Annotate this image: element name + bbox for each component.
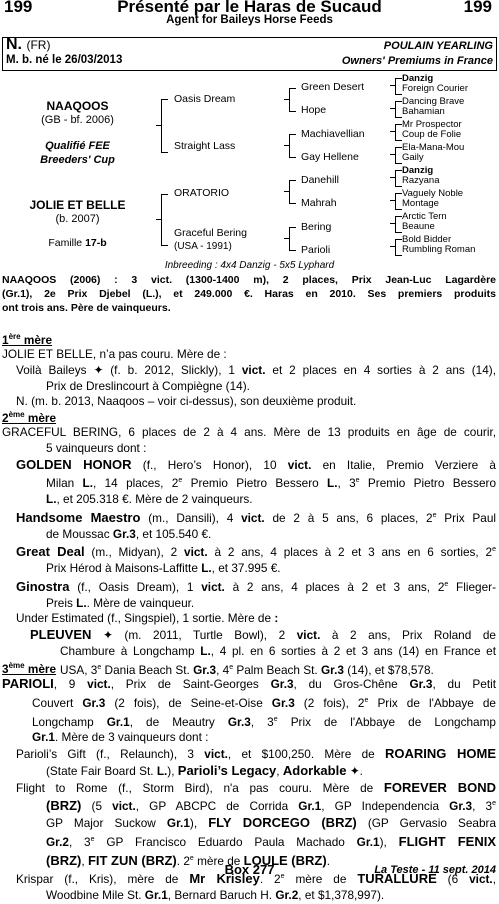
horse-name-line [6,36,50,54]
ggg-1: Danzig [402,73,434,84]
famille-value: 17-b [85,237,107,249]
third-dam-text: PARIOLI, 9 vict., Prix de Saint-Georges Gr.3, du Gros-Chêne Gr.3, du Petit Couvert Gr.3 (2 fois), de Seine-et-Oise Gr.3 (2 fois), 2e Prix de l'Abbaye de Longchamp Gr.1, de Meautry Gr.3, 3e Prix de l'Abbaye de Longchamp Gr.1. Mère de 3 vainqueurs dont : Parioli’s Gift (f., Relaunch), 3 vict., et $100,250. Mère de ROARING HOME (State Fair Board St. L.), Parioli’s Legacy, Adorkable ✦. Flight to Rome (f., Storm Bird), n'a pas couru. Mère de FOREVER BOND (BRZ) (5 vict., GP ABCPC de Corrida Gr.1, GP Independencia Gr.3, 3e GP Major Suckow Gr.1), FLY DORCEGO (BRZ) (GP Gervasio Seabra Gr.2, 3e GP Francisco Eduardo Paula Machado Gr.1), FLIGHT FENIX (BRZ), FIT ZUN (BRZ). 2e mère de LOULE (BRZ). Krispar (f., Kris), mère de Mr Krisley. 2e mère de TURALLURE (6 vict., Woodbine Mile St. Gr.1, Bernard Baruch H. Gr.2, et $1,378,997). [2,676,497,903]
brace-gen4-2 [395,101,402,118]
ggg-15: Bold Bidder [402,234,452,245]
ggg-3: Dancing Brave [402,96,465,107]
sire-summary-line-2: (Gr.1), 2e Prix Djebel (L.), et 249.000 €. Haras en 2010. Ses premiers produits [2,288,496,300]
brace-gen4-4 [395,147,402,164]
grandsire-1: Oasis Dream [174,93,236,105]
ggg-6: Coup de Folie [402,129,462,140]
sire-note-breeders-cup: Breeders' Cup [40,154,115,166]
inbreeding-line: Inbreeding : 4x4 Danzig - 5x5 Lyphard [164,260,335,271]
brace-gen3-4 [289,227,296,251]
section-first-dam: 1ère mère [2,332,53,347]
gg-8: Parioli [301,244,331,256]
ggg-2: Foreign Courier [402,83,468,94]
agent-subtitle: Agent for Baileys Horse Feeds [166,14,333,26]
gg-6: Mahrah [301,197,337,209]
notch-gen3-2 [284,145,289,146]
sire-brace-notch [156,125,161,126]
notch-gen4-1 [390,85,395,86]
brace-gen4-5 [395,170,402,187]
notch-gen3-1 [284,99,289,100]
consignor-title: Présenté par le Haras de Sucaud [117,0,382,16]
sire-summary-line-1: NAAQOOS (2006) : 3 vict. (1300-1400 m), 2 places, Prix Jean-Luc Lagardère [2,274,496,286]
notch-gen4-5 [390,177,395,178]
brace-gen3-3 [289,180,296,204]
ggg-7: Ela-Mana-Mou [402,142,465,153]
dam-brace [161,194,168,246]
granddam-1: Straight Lass [174,140,236,152]
ggg-9: Danzig [402,165,434,176]
gg-2: Hope [301,104,327,116]
lot-number-right: 199 [463,0,492,16]
ggg-14: Beaune [402,221,435,232]
gg-5: Danehill [301,174,339,186]
gg-4: Gay Hellene [301,151,359,163]
section-second-dam: 2ème mère [2,410,57,425]
notch-gen4-8 [390,246,395,247]
owners-premiums: Owners' Premiums in France [341,55,493,67]
horse-description: M. b. né le 26/03/2013 [6,54,123,66]
ggg-16: Rumbling Roman [402,244,476,255]
grandsire-2: ORATORIO [174,187,230,199]
notch-gen4-4 [390,154,395,155]
sire-note-fee: Qualifié FEE [45,140,110,152]
first-dam-text: JOLIE ET BELLE, n’a pas couru. Mère de : Voilà Baileys ✦ (f. b. 2012, Slickly), 1 vict. et 2 places en 4 sorties à 2 ans (14), Prix de Dreslincourt à Compiègne (14). N. (m. b. 2013, Naaqoos – voir ci-dessus), son deuxième produit. [2,347,496,409]
horse-identity-box [2,37,497,71]
gg-7: Bering [301,221,332,233]
notch-gen4-6 [390,200,395,201]
second-dam-text: GRACEFUL BERING, 6 places de 2 à 4 ans. Mère de 13 produits en âge de courir, 5 vainqueurs dont : GOLDEN HONOR (f., Hero’s Honor), 10 vict. en Italie, Premio Verziere à Milan L., 14 places, 2e Premio Pietro Bessero L., 3e Premio Pietro Bessero L., et 205.318 €. Mère de 2 vainqueurs. Handsome Maestro (m., Dansili), 4 vict. de 2 à 5 ans, 6 places, 2e Prix Paul de Moussac Gr.3, et 105.540 €. Great Deal (m., Midyan), 2 vict. à 2 ans, 4 places à 2 et 3 ans en 6 sorties, 2e Prix Hérod à Maisons-Laffitte L., et 37.995 €. Ginostra (f., Oasis Dream), 1 vict. à 2 ans, 4 places à 2 et 3 ans, 2e Flieger- Preis L.. Mère de vainqueur. Under Estimated (f., Singspiel), 1 sortie. Mère de : PLEUVEN ✦ (m. 2011, Turtle Bowl), 2 vict. à 2 ans, Prix Roland de Chambure à Longchamp L., 4 pl. en 6 sorties à 2 et 3 ans (14) en France et USA, 3e Dania Beach St. Gr.3, 4e Palm Beach St. Gr.3 (14), et $78,578. [2,425,497,677]
sire-brace [161,99,168,153]
notch-gen4-3 [390,131,395,132]
sire-info: (GB - bf. 2006) [41,114,114,126]
brace-gen4-8 [395,239,402,256]
ggg-10: Razyana [402,175,440,186]
famille-line [0,237,155,249]
brace-gen4-1 [395,78,402,95]
granddam-2-info: (USA - 1991) [174,241,232,252]
dam-brace-notch [156,219,161,220]
ggg-12: Montage [402,198,439,209]
brace-gen3-2 [289,134,296,158]
ggg-13: Arctic Tern [402,211,447,222]
dam-name: JOLIE ET BELLE [29,198,126,212]
lot-number-left: 199 [4,0,33,16]
granddam-2: Graceful Bering [174,227,247,239]
box-number: Box 277 [224,862,275,877]
sale-place-date: La Teste - 11 sept. 2014 [374,864,496,876]
notch-gen3-4 [284,238,289,239]
brace-gen4-6 [395,193,402,210]
horse-name: N. [6,36,22,53]
section-third-dam: 3ème mère [2,661,57,676]
sire-summary [2,273,496,315]
notch-gen3-3 [284,191,289,192]
brace-gen4-7 [395,216,402,233]
horse-category: POULAIN YEARLING [383,40,493,52]
gg-3: Machiavellian [301,128,365,140]
dam-info: (b. 2007) [55,213,100,225]
brace-gen4-3 [395,124,402,141]
sire-summary-line-3: ont trois ans. Père de vainqueurs. [2,302,171,314]
ggg-4: Bahamian [402,106,445,117]
ggg-5: Mr Prospector [402,119,462,130]
brace-gen3-1 [289,88,296,112]
notch-gen4-7 [390,223,395,224]
horse-country: (FR) [26,38,51,52]
notch-gen4-2 [390,108,395,109]
ggg-8: Gaily [402,152,424,163]
famille-label: Famille [48,237,86,249]
gg-1: Green Desert [301,81,365,93]
sire-name: NAAQOOS [46,99,109,113]
ggg-11: Vaguely Noble [402,188,464,199]
